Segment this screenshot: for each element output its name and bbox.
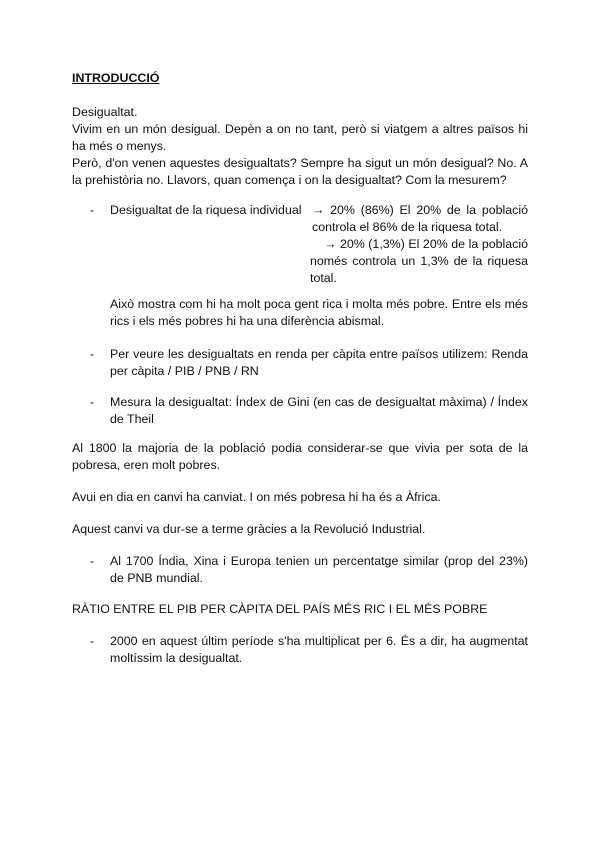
paragraph-1800: Al 1800 la majoria de la població podia considerar-se que vivia per sota de la pobresa, eren molt pobres. xyxy=(72,441,528,472)
intro-paragraph-1: Desigualtat. xyxy=(72,105,138,119)
bullet-2000: 2000 en aquest últim període s'ha multiplicat per 6. És a dir, ha augmentat moltíssim la desigualtat. xyxy=(110,634,528,665)
bullet-dash-wealth: - xyxy=(90,203,95,217)
intro-paragraph-2: Vivim en un món desigual. Depèn a on no tant, però si viatgem a altres països hi ha més o menys. xyxy=(72,122,528,153)
bullet-dash-mesura: - xyxy=(90,395,95,409)
wealth-item-1: → 20% (86%) El 20% de la població controla el 86% de la riquesa total. xyxy=(312,203,528,234)
wealth-note: Això mostra com hi ha molt poca gent rica i molta més pobre. Entre els més rics i els més pobres hi ha una diferència abismal. xyxy=(110,297,528,328)
bullet-dash-2000: - xyxy=(90,634,95,648)
bullet-mesura: Mesura la desigualtat: Índex de Gini (en cas de desigualtat màxima) / Índex de Theil xyxy=(110,395,528,426)
heading-ratio: RÀTIO ENTRE EL PIB PER CÀPITA DEL PAÍS MÉS RIC I EL MÉS POBRE xyxy=(72,602,488,616)
paragraph-canvi: Aquest canvi va dur-se a terme gràcies a la Revolució Industrial. xyxy=(72,522,426,536)
bullet-renda: Per veure les desigualtats en renda per càpita entre països utilizem: Renda per càpita / PIB / PNB / RN xyxy=(110,347,528,378)
page-title: INTRODUCCIÓ xyxy=(72,71,160,85)
bullet-dash-1700: - xyxy=(90,554,95,568)
bullet-1700: Al 1700 Índia, Xina i Europa tenien un percentatge similar (prop del 23%) de PNB mundial. xyxy=(110,554,528,585)
bullet-dash-renda: - xyxy=(90,347,95,361)
intro-paragraph-3: Però, d'on venen aquestes desigualtats? Sempre ha sigut un món desigual? No. A la prehistòria no. Llavors, quan comença i on la desigualtat? Com la mesurem? xyxy=(72,156,528,187)
wealth-label: Desigualtat de la riquesa individual xyxy=(110,203,302,217)
wealth-item-2: → 20% (1,3%) El 20% de la població només controla un 1,3% de la riquesa total. xyxy=(310,237,528,285)
paragraph-avui: Avui en dia en canvi ha canviat. I on més pobresa hi ha és a Àfrica. xyxy=(72,490,441,504)
